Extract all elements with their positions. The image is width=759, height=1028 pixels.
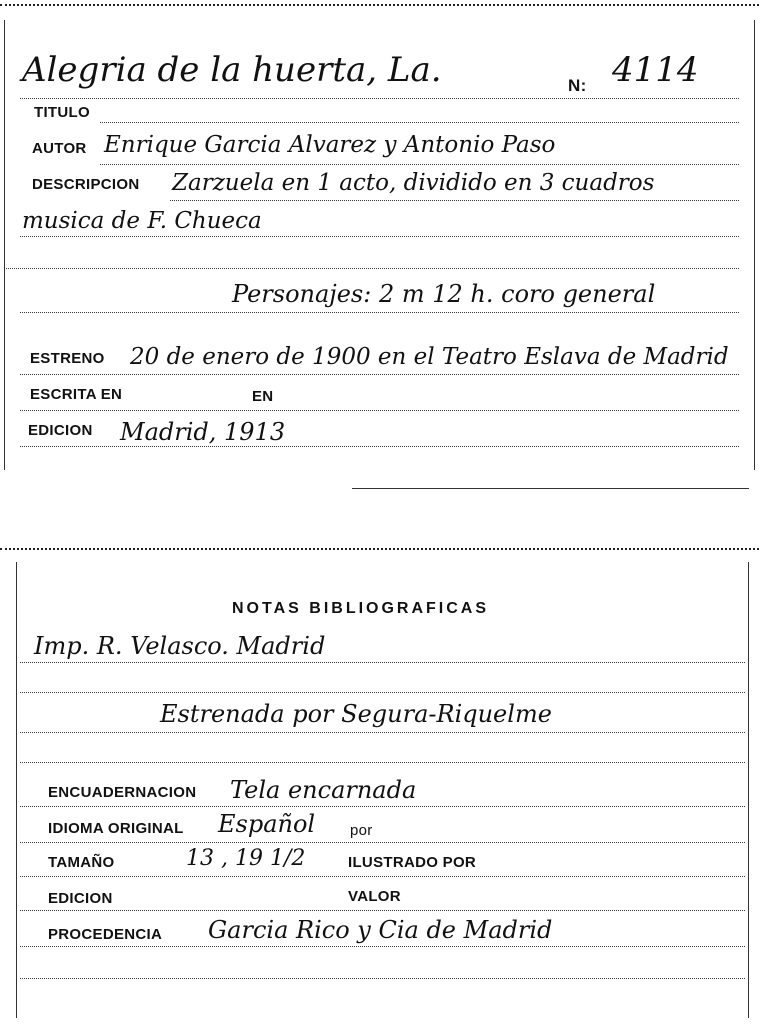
- catalog-card-front: [0, 0, 759, 500]
- ilustrado-label: ILUSTRADO POR: [348, 854, 477, 871]
- card-bottom-edge: [352, 488, 749, 489]
- encuadernacion-label: ENCUADERNACION: [48, 784, 197, 801]
- tamano-handwriting: 13 , 19 1/2: [186, 846, 306, 871]
- descripcion-handwriting-2: musica de F. Chueca: [22, 208, 262, 234]
- autor-label: AUTOR: [32, 140, 87, 157]
- idioma-rule: [20, 842, 745, 843]
- tamano-rule: [20, 876, 745, 877]
- edicion-label: EDICION: [48, 890, 113, 907]
- descripcion-rule-2: [20, 236, 739, 237]
- title-handwriting: Alegria de la huerta, La.: [22, 50, 442, 90]
- escrita-rule: [20, 410, 739, 411]
- edicion-handwriting: Madrid, 1913: [120, 418, 286, 446]
- note-1-handwriting: Imp. R. Velasco. Madrid: [34, 632, 326, 660]
- idioma-label: IDIOMA ORIGINAL: [48, 820, 184, 837]
- title-rule: [20, 98, 739, 99]
- encuadernacion-rule: [20, 806, 745, 807]
- note-rule-3: [20, 732, 745, 733]
- note-2-handwriting: Estrenada por Segura-Riquelme: [160, 700, 552, 728]
- personajes-rule: [20, 312, 739, 313]
- blank-rule: [4, 268, 739, 269]
- card-right-border: [748, 562, 749, 1018]
- number-label: N:: [568, 76, 587, 95]
- por-label: por: [350, 822, 373, 839]
- note-rule-4: [20, 762, 745, 763]
- notas-heading: NOTAS BIBLIOGRAFICAS: [232, 600, 490, 617]
- valor-label: VALOR: [348, 888, 401, 905]
- card-left-border: [16, 562, 17, 1018]
- tamano-label: TAMAÑO: [48, 854, 115, 871]
- bottom-rule: [20, 978, 745, 979]
- estreno-rule: [20, 374, 739, 375]
- card-top-edge: [0, 548, 759, 554]
- card-right-border: [754, 20, 755, 470]
- titulo-rule: [100, 122, 739, 123]
- titulo-label: TITULO: [34, 104, 90, 121]
- en-label: EN: [252, 388, 274, 405]
- procedencia-rule: [20, 946, 745, 947]
- catalog-card-back: [0, 540, 759, 1028]
- estreno-handwriting: 20 de enero de 1900 en el Teatro Eslava de Madrid: [130, 344, 729, 370]
- personajes-handwriting: Personajes: 2 m 12 h. coro general: [232, 280, 656, 308]
- escrita-en-label: ESCRITA EN: [30, 386, 123, 403]
- idioma-handwriting: Español: [218, 810, 316, 838]
- number-handwriting: 4114: [612, 50, 699, 90]
- estreno-label: ESTRENO: [30, 350, 105, 367]
- encuadernacion-handwriting: Tela encarnada: [230, 776, 417, 804]
- note-rule-1: [20, 662, 745, 663]
- note-rule-2: [20, 692, 745, 693]
- descripcion-rule-1: [170, 200, 739, 201]
- descripcion-label: DESCRIPCION: [32, 176, 140, 193]
- autor-handwriting: Enrique Garcia Alvarez y Antonio Paso: [104, 132, 556, 158]
- procedencia-handwriting: Garcia Rico y Cia de Madrid: [208, 916, 553, 944]
- edicion-rule: [20, 910, 745, 911]
- edicion-rule: [20, 446, 739, 447]
- card-top-edge: [0, 4, 759, 10]
- edicion-label: EDICION: [28, 422, 93, 439]
- card-left-border: [4, 20, 5, 470]
- autor-rule: [100, 164, 739, 165]
- procedencia-label: PROCEDENCIA: [48, 926, 163, 943]
- descripcion-handwriting-1: Zarzuela en 1 acto, dividido en 3 cuadros: [172, 170, 655, 196]
